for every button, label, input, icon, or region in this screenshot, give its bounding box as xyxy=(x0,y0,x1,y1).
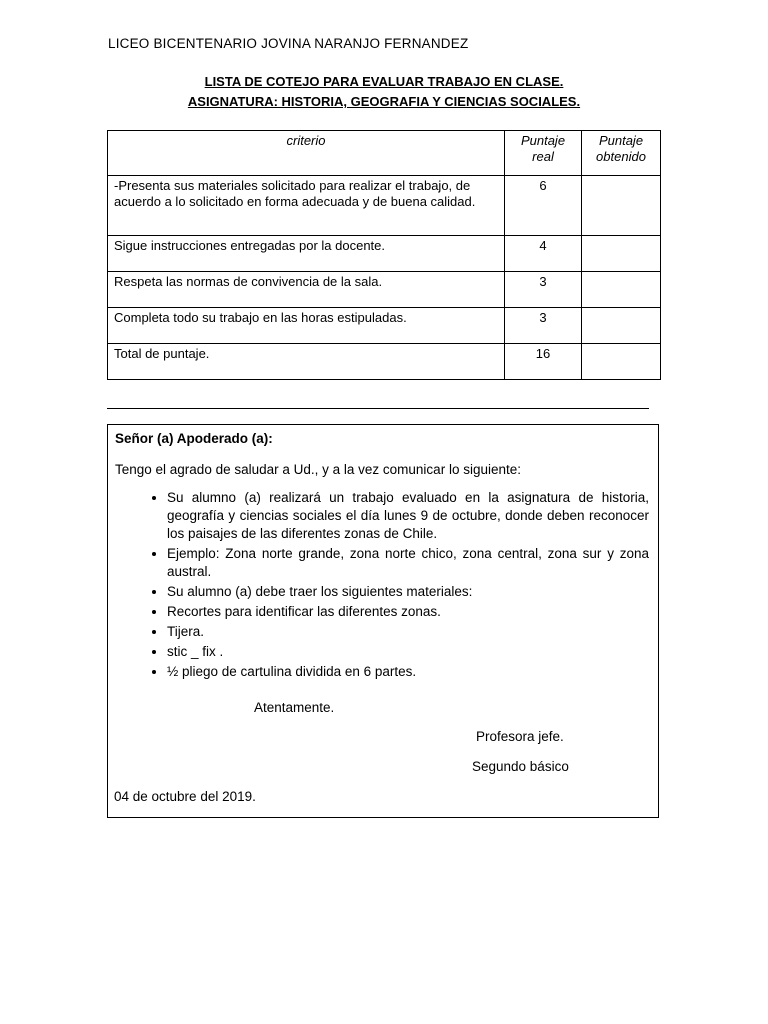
puntaje-real-cell: 16 xyxy=(505,344,582,380)
criterio-cell: Respeta las normas de convivencia de la sala. xyxy=(108,272,505,308)
list-item: • stic _ fix . xyxy=(167,643,651,661)
puntaje-real-cell: 3 xyxy=(505,308,582,344)
document-title: LISTA DE COTEJO PARA EVALUAR TRABAJO EN CLASE. xyxy=(204,74,564,89)
table-row xyxy=(108,236,661,272)
list-item: • Recortes para identificar las diferentes zonas. xyxy=(167,603,651,621)
letter-intro: Tengo el agrado de saludar a Ud., y a la vez comunicar lo siguiente: xyxy=(115,462,521,477)
puntaje-real-cell: 3 xyxy=(505,272,582,308)
table-row xyxy=(108,272,661,308)
puntaje-real-cell: 4 xyxy=(505,236,582,272)
list-item: • Ejemplo: Zona norte grande, zona norte chico, zona central, zona sur y zona austral. xyxy=(167,545,651,581)
table-row-total xyxy=(108,344,661,380)
document-subject: ASIGNATURA: HISTORIA, GEOGRAFIA Y CIENCIAS SOCIALES. xyxy=(187,94,581,109)
list-item: • ½ pliego de cartulina dividida en 6 partes. xyxy=(167,663,651,681)
puntaje-obtenido-cell xyxy=(582,176,661,236)
letter-signature: Profesora jefe. xyxy=(476,729,564,744)
rubric-table xyxy=(107,130,661,380)
list-item: • Su alumno (a) realizará un trabajo evaluado en la asignatura de historia, geografía y ciencias sociales el día lunes 9 de octubre, donde deben reconocer los paisajes de las diferentes zonas de Chile. xyxy=(167,489,651,543)
letter-items xyxy=(115,489,651,681)
parent-letter xyxy=(107,424,659,818)
list-item: • Tijera. xyxy=(167,623,651,641)
puntaje-real-cell: 6 xyxy=(505,176,582,236)
puntaje-obtenido-cell xyxy=(582,308,661,344)
letter-grade: Segundo básico xyxy=(472,759,569,774)
header-puntaje-real: Puntaje real xyxy=(505,131,582,176)
letter-greeting: Señor (a) Apoderado (a): xyxy=(115,431,273,446)
table-row xyxy=(108,176,661,236)
school-name: LICEO BICENTENARIO JOVINA NARANJO FERNANDEZ xyxy=(108,36,469,51)
criterio-cell: Total de puntaje. xyxy=(108,344,505,380)
header-puntaje-obtenido: Puntaje obtenido xyxy=(582,131,661,176)
table-row xyxy=(108,308,661,344)
puntaje-obtenido-cell xyxy=(582,344,661,380)
criterio-cell: -Presenta sus materiales solicitado para realizar el trabajo, de acuerdo a lo solicitado en forma adecuada y de buena calidad. xyxy=(108,176,505,236)
criterio-cell: Completa todo su trabajo en las horas estipuladas. xyxy=(108,308,505,344)
cut-line xyxy=(107,408,649,409)
rubric-header-row xyxy=(108,131,661,176)
list-item: • Su alumno (a) debe traer los siguientes materiales: xyxy=(167,583,651,601)
letter-date: 04 de octubre del 2019. xyxy=(114,789,256,804)
header-criterio: criterio xyxy=(108,131,505,176)
puntaje-obtenido-cell xyxy=(582,236,661,272)
letter-closing: Atentamente. xyxy=(254,700,335,715)
criterio-cell: Sigue instrucciones entregadas por la docente. xyxy=(108,236,505,272)
puntaje-obtenido-cell xyxy=(582,272,661,308)
